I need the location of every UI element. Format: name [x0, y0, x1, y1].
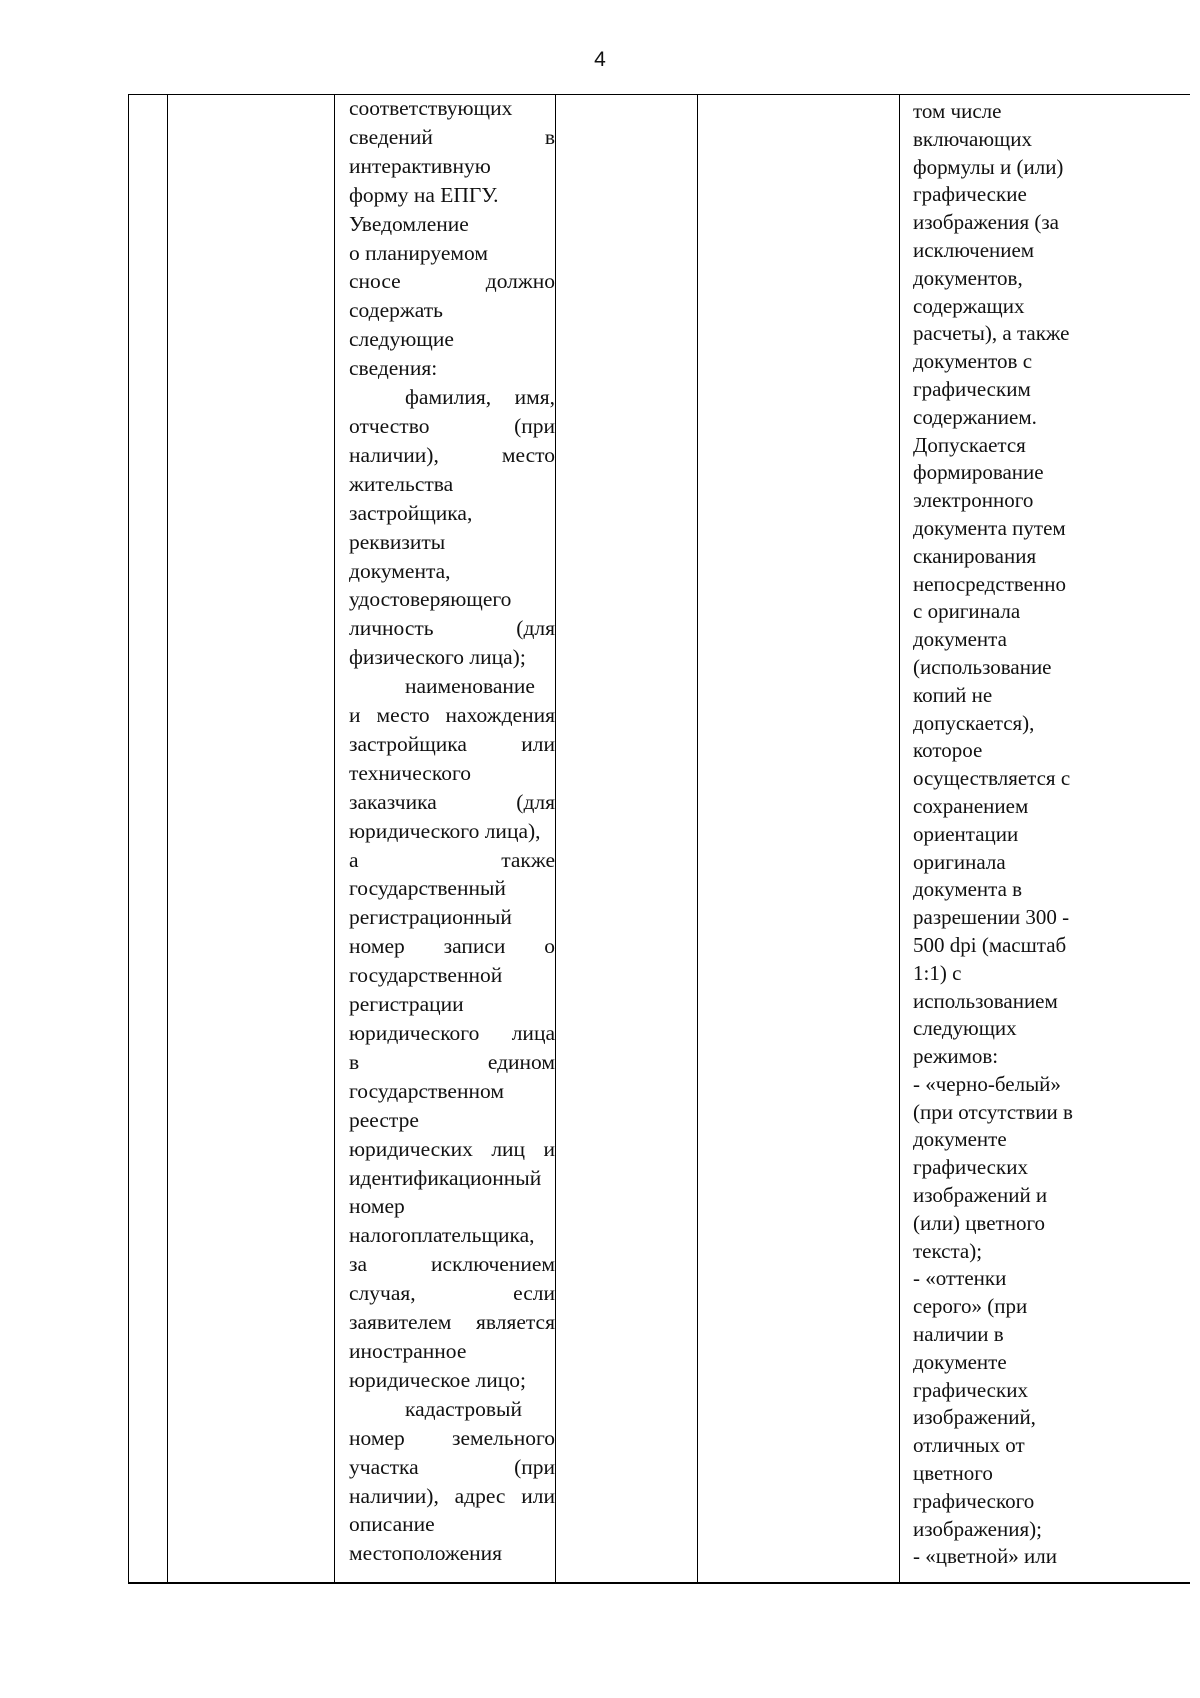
- format-text-line: ориентации: [913, 821, 1019, 846]
- main-text-line: [349, 1077, 555, 1106]
- text-segment: кадастровый: [405, 1396, 522, 1421]
- text-segment: за: [349, 1252, 368, 1277]
- format-text-line: документе: [913, 1127, 1007, 1152]
- text-segment: интерактивную: [349, 153, 491, 178]
- format-text-line: графическим: [913, 376, 1031, 401]
- main-text-line: [349, 846, 555, 875]
- main-text-line: [349, 1221, 555, 1250]
- text-segment: наименование: [405, 674, 535, 699]
- format-text-line: разрешении 300 -: [913, 905, 1070, 930]
- main-text-line: [349, 441, 555, 470]
- text-segment: или: [521, 1483, 555, 1508]
- text-segment: нахождения: [445, 703, 555, 728]
- main-text-line: [349, 1366, 555, 1395]
- text-segment: (при: [514, 413, 555, 438]
- text-segment: лица: [511, 1021, 555, 1045]
- cell-notification-content: [341, 94, 555, 1582]
- text-segment: личность: [349, 616, 434, 641]
- format-text-line: документа: [913, 627, 1007, 652]
- main-text-line: [349, 585, 555, 614]
- format-text-line: документов,: [913, 265, 1023, 290]
- main-text-line: [349, 296, 555, 325]
- main-text-line: [349, 1192, 555, 1221]
- main-text-line: [349, 239, 555, 268]
- main-text-line: [349, 383, 555, 412]
- format-text-line: текста);: [913, 1238, 983, 1263]
- main-text-line: [349, 643, 555, 672]
- text-segment: налогоплательщика,: [349, 1223, 535, 1248]
- text-segment: земельного: [451, 1425, 555, 1450]
- text-segment: сведений: [349, 124, 433, 149]
- text-segment: форму на ЕПГУ.: [349, 182, 499, 207]
- format-text-line: документа путем: [913, 515, 1066, 540]
- format-text-line: документе: [913, 1349, 1007, 1374]
- text-segment: а: [349, 847, 359, 872]
- format-text-line: формулы и (или): [913, 154, 1064, 179]
- page-number: 4: [594, 48, 606, 71]
- text-segment: лиц: [491, 1136, 526, 1161]
- text-segment: местоположения: [349, 1541, 503, 1566]
- main-text-line: [349, 354, 555, 383]
- text-segment: адрес: [454, 1483, 506, 1508]
- format-text-line: копий не: [913, 682, 993, 707]
- main-text-line: [349, 961, 555, 990]
- text-segment: в: [544, 124, 555, 149]
- format-text-line: расчеты), а также: [913, 321, 1070, 346]
- format-text-line: содержанием.: [913, 404, 1037, 429]
- main-text-line: [349, 1424, 555, 1453]
- requirements-table: [128, 94, 1190, 1584]
- format-text-line: электронного: [913, 488, 1034, 513]
- text-segment: сносе: [349, 269, 401, 294]
- format-text-line: графических: [913, 1155, 1028, 1180]
- text-segment: исключением: [431, 1252, 555, 1277]
- format-text-line: наличии в: [913, 1322, 1004, 1347]
- text-segment: и: [349, 703, 361, 728]
- main-text-line: [349, 874, 555, 903]
- text-segment: (при: [514, 1454, 555, 1479]
- text-segment: фамилия,: [405, 385, 492, 410]
- text-segment: в: [349, 1049, 360, 1074]
- format-text-line: режимов:: [913, 1044, 999, 1069]
- main-text-line: [349, 499, 555, 528]
- format-text-line: серого» (при: [913, 1294, 1028, 1319]
- column-divider-1: [167, 95, 168, 1582]
- main-text-line: [349, 1164, 555, 1193]
- format-text-line: сохранением: [913, 793, 1029, 818]
- format-text-line: документов с: [913, 349, 1033, 374]
- main-text-line: [349, 1510, 555, 1539]
- text-segment: жительства: [349, 471, 454, 496]
- text-segment: юридического: [349, 1021, 480, 1045]
- text-segment: государственном: [349, 1078, 504, 1103]
- main-text-line: [349, 181, 555, 210]
- main-text-line: [349, 1048, 555, 1077]
- text-segment: сведения:: [349, 356, 438, 381]
- format-text-line: исключением: [913, 237, 1035, 262]
- text-segment: или: [521, 731, 555, 756]
- text-segment: заявителем: [349, 1310, 452, 1335]
- format-text-line: следующих: [913, 1016, 1017, 1041]
- column-divider-4: [697, 95, 698, 1582]
- main-text-line: [349, 325, 555, 354]
- column-divider-5: [899, 95, 900, 1582]
- format-text-line: цветного: [913, 1461, 993, 1486]
- format-text-line: оригинала: [913, 849, 1006, 874]
- main-text-line: [349, 990, 555, 1019]
- text-segment: записи: [443, 934, 506, 959]
- main-text-line: [349, 470, 555, 499]
- text-segment: физического лица);: [349, 645, 526, 670]
- format-text-line: (использование: [913, 654, 1052, 679]
- text-segment: иностранное: [349, 1338, 467, 1363]
- main-text-line: [349, 152, 555, 181]
- text-segment: место: [501, 442, 555, 467]
- main-text-line: [349, 759, 555, 788]
- format-text-line: - «оттенки: [913, 1266, 1007, 1291]
- main-text-line: [349, 412, 555, 441]
- text-segment: государственной: [349, 963, 503, 988]
- cell-document-format: [905, 98, 1105, 1582]
- text-segment: документа,: [349, 558, 451, 583]
- text-segment: отчество: [349, 413, 430, 438]
- text-segment: место: [376, 703, 430, 728]
- main-text-line: [349, 557, 555, 586]
- text-segment: технического: [349, 760, 471, 785]
- format-text-line: допускается),: [913, 710, 1035, 735]
- text-segment: заказчика: [349, 789, 437, 814]
- main-text-line: [349, 1395, 555, 1424]
- text-segment: номер: [349, 1194, 405, 1219]
- column-divider-3: [555, 95, 556, 1582]
- text-segment: юридического лица),: [349, 818, 541, 843]
- format-text-line: изображения (за: [913, 210, 1059, 235]
- format-text-line: непосредственно: [913, 571, 1066, 596]
- format-text-line: изображений,: [913, 1405, 1036, 1430]
- main-text-line: [349, 210, 555, 239]
- text-segment: участка: [349, 1454, 419, 1479]
- format-text-line: содержащих: [913, 293, 1025, 318]
- text-segment: Уведомление: [349, 211, 469, 236]
- format-text-line: 1:1) с: [913, 960, 962, 985]
- main-text-line: [349, 1250, 555, 1279]
- format-text-line: использованием: [913, 988, 1058, 1013]
- format-text-line: документа в: [913, 877, 1023, 902]
- text-segment: случая,: [349, 1281, 416, 1306]
- main-text-line: [349, 614, 555, 643]
- text-segment: следующие: [349, 327, 454, 352]
- format-text-line: изображений и: [913, 1183, 1048, 1208]
- format-text-line: сканирования: [913, 543, 1037, 568]
- text-segment: (для: [516, 616, 555, 641]
- text-segment: если: [513, 1281, 555, 1306]
- format-text-line: включающих: [913, 126, 1032, 151]
- main-text-line: [349, 788, 555, 817]
- format-text-line: графических: [913, 1377, 1028, 1402]
- main-text-line: [349, 1135, 555, 1164]
- text-segment: соответствующих: [349, 96, 513, 120]
- text-segment: также: [501, 847, 555, 872]
- main-text-line: [349, 903, 555, 932]
- text-segment: о планируемом: [349, 240, 488, 265]
- text-segment: является: [475, 1310, 555, 1335]
- text-segment: удостоверяющего: [349, 587, 512, 612]
- format-text-line: графические: [913, 182, 1027, 207]
- format-text-line: отличных от: [913, 1433, 1025, 1458]
- format-text-line: - «черно-белый»: [913, 1071, 1061, 1096]
- main-text-line: [349, 1308, 555, 1337]
- text-segment: должно: [485, 269, 555, 294]
- format-text-line: том числе: [913, 99, 1002, 123]
- main-text-line: [349, 1279, 555, 1308]
- main-text-line: [349, 730, 555, 759]
- text-segment: застройщика,: [349, 500, 473, 525]
- format-text-line: изображения);: [913, 1516, 1042, 1541]
- main-text-line: [349, 123, 555, 152]
- format-text-line: осуществляется с: [913, 766, 1071, 791]
- text-segment: реестре: [349, 1107, 419, 1132]
- main-text-line: [349, 1482, 555, 1511]
- text-segment: (для: [516, 789, 555, 814]
- text-segment: номер: [349, 1425, 405, 1450]
- text-segment: регистрационный: [349, 905, 512, 930]
- text-segment: едином: [487, 1049, 555, 1074]
- main-text-line: [349, 1453, 555, 1482]
- text-segment: номер: [349, 934, 405, 959]
- text-segment: и: [543, 1136, 555, 1161]
- format-text-line: которое: [913, 738, 983, 763]
- text-segment: юридических: [349, 1136, 473, 1161]
- main-text-line: [349, 1106, 555, 1135]
- column-divider-2: [334, 95, 335, 1582]
- main-text-line: [349, 94, 555, 123]
- format-text-line: с оригинала: [913, 599, 1021, 624]
- text-segment: государственный: [349, 876, 506, 901]
- format-text-line: Допускается: [913, 432, 1026, 457]
- text-segment: о: [544, 934, 555, 959]
- text-segment: содержать: [349, 298, 443, 323]
- text-segment: идентификационный: [349, 1165, 542, 1190]
- format-text-line: графического: [913, 1488, 1035, 1513]
- text-segment: регистрации: [349, 992, 464, 1017]
- format-text-line: 500 dpi (масштаб: [913, 932, 1067, 957]
- main-text-line: [349, 932, 555, 961]
- main-text-line: [349, 1337, 555, 1366]
- text-segment: имя,: [514, 385, 555, 410]
- format-text-line: - «цветной» или: [913, 1544, 1057, 1569]
- text-segment: юридическое лицо;: [349, 1367, 526, 1392]
- main-text-line: [349, 817, 555, 846]
- text-segment: реквизиты: [349, 529, 446, 554]
- main-text-line: [349, 528, 555, 557]
- text-segment: наличии),: [349, 1483, 439, 1508]
- main-text-line: [349, 1019, 555, 1048]
- main-text-line: [349, 267, 555, 296]
- main-text-line: [349, 701, 555, 730]
- text-segment: застройщика: [349, 731, 467, 756]
- main-text-line: [349, 1539, 555, 1568]
- format-text-line: (или) цветного: [913, 1210, 1046, 1235]
- text-segment: наличии),: [349, 442, 439, 467]
- format-text-line: формирование: [913, 460, 1044, 485]
- main-text-line: [349, 672, 555, 701]
- format-text-line: (при отсутствии в: [913, 1099, 1073, 1124]
- text-segment: описание: [349, 1512, 435, 1537]
